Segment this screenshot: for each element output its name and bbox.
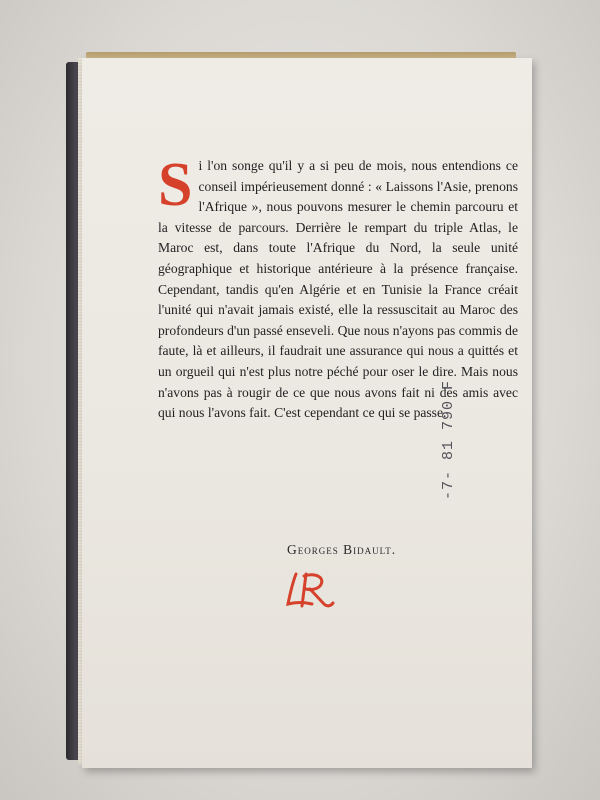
author-signature: Georges Bidault. <box>287 542 397 557</box>
publisher-logo-icon <box>282 568 338 612</box>
quote-text: i l'on songe qu'il y a si peu de mois, nous entendions ce conseil impérieusement donné : « Laissons l'Asie, prenons l'Afrique », nous pouvons mesurer le chemin parcouru et la vitesse de parcours. Derrière le rempart du triple Atlas, le Maroc est, dans toute l'Afrique du Nord, la seule unité géographique et historique antérieure à la présence française. Cependant, tandis qu'en Algérie et en Tunisie la France créait l'unité qui n'avait jamais existé, elle la ressuscitait au Maroc des profondeurs d'un passé enseveli. Que nous n'ayons pas commis de faute, là et ailleurs, il faudrait une assurance qui nous a quittés et un orgueil qui n'est plus notre péché pour oser le dire. Mais nous n'avons pas à rougir de ce que nous avons fait ni des amis avec qui nous l'avons fait. C'est cependant ce qui se passe. <box>158 158 518 421</box>
price-stamp: -7- 81 790 F <box>440 379 457 500</box>
quote-paragraph <box>158 151 518 424</box>
dropcap-letter: S <box>158 151 193 219</box>
